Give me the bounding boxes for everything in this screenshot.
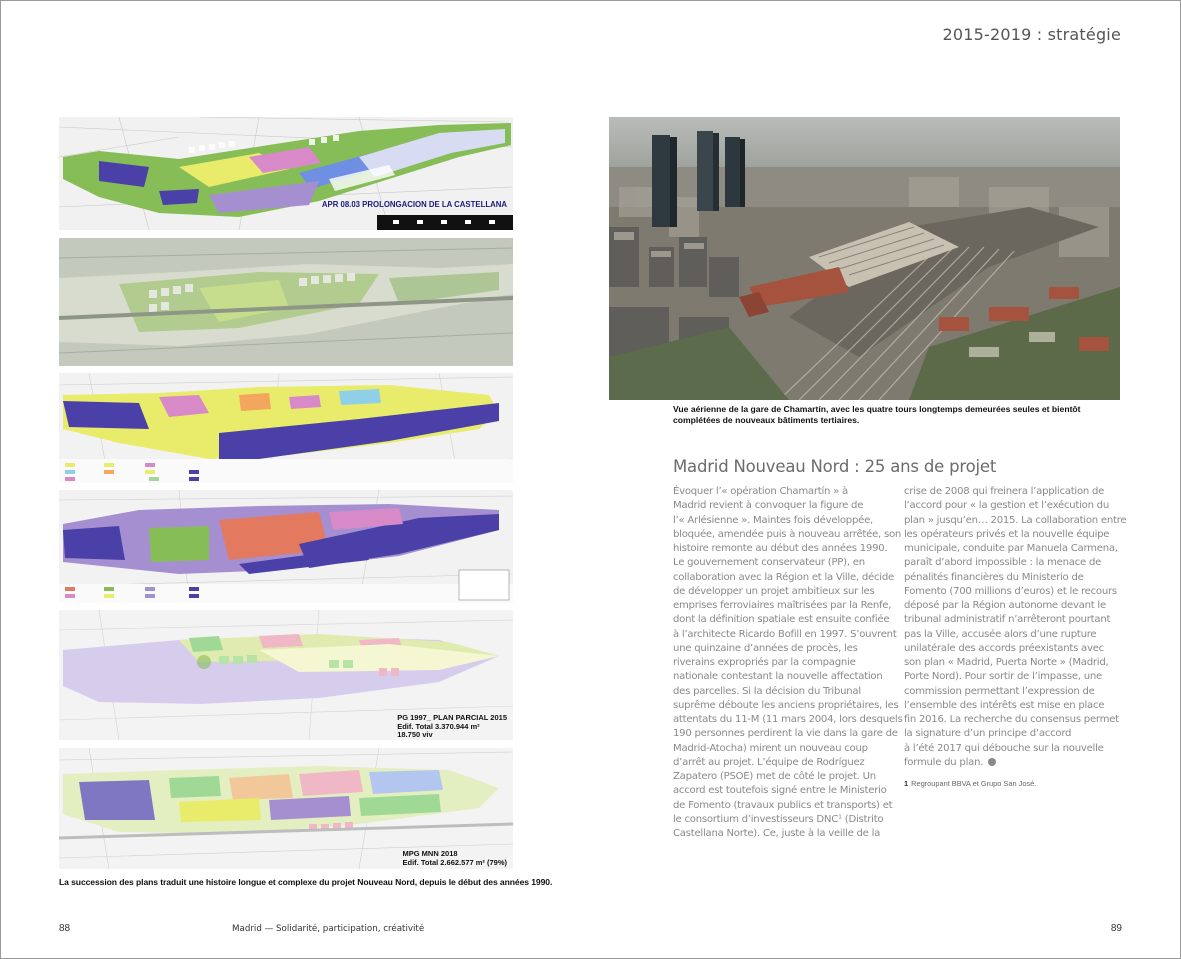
text-line: son plan « Madrid, Puerta Norte » (Madrid,	[904, 657, 1109, 668]
plan-label-line: APR 08.03 PROLONGACION DE LA CASTELLANA	[321, 200, 507, 209]
plan-label	[403, 850, 507, 867]
text-line: à l’été 2017 qui débouche sur la nouvelle	[904, 742, 1104, 754]
page-number-left: 88	[59, 923, 71, 934]
text-line: paraît d’abord impossible : la menace de	[904, 557, 1102, 569]
text-line: municipale, conduite par Manuela Carmena,	[904, 543, 1118, 554]
plans-caption: La succession des plans traduit une histoire longue et complexe du projet Nouveau Nord, depuis le début des années 1990.	[59, 877, 553, 887]
text-line: la signature d’un principe d’accord	[904, 728, 1072, 740]
text-line: des parcelles. Si la décision du Tribunal	[673, 685, 861, 697]
text-line: Madrid revient à convoquer la figure de	[673, 500, 864, 512]
text-line: de Fomento (travaux publics et transports) et	[673, 799, 893, 811]
text-line: nationale contestant la nouvelle affectation	[673, 671, 883, 683]
text-line: commission permettant l’expression de	[904, 685, 1095, 697]
plan-mpg-mnn-2018	[59, 748, 513, 869]
text-line: l’ensemble des intérêts est mise en place	[904, 699, 1105, 711]
plan-label-line: PG 1997_ PLAN PARCIAL 2015	[397, 713, 507, 722]
text-line: l’« Arlésienne ». Maintes fois développée,	[673, 514, 874, 526]
article-column-2	[904, 485, 1127, 770]
text-line-last	[904, 756, 1124, 770]
footnote-number: 1	[904, 779, 909, 788]
text-line: Zapatero (PSOE) met de côté le projet. Un	[673, 771, 876, 782]
text-line: suprême déboute les anciens propriétaires, les	[673, 699, 899, 711]
plan-label	[322, 201, 507, 210]
text-line: Porte Nord). Pour sortir de l’impasse, une	[904, 671, 1102, 683]
text-line: attentats du 11-M (11 mars 2004, lors desquels	[673, 714, 903, 725]
text-line: histoire remonte au début des années 1990.	[673, 543, 888, 554]
text-line: pas la Ville, accusée alors d’une rupture	[904, 628, 1097, 640]
plan-label-line: 18.750 viv	[397, 730, 433, 739]
end-dot-icon	[988, 758, 996, 766]
text-line: unilatérale des accords préexistants avec	[904, 642, 1104, 654]
plan-label-line: Edif. Total 3.370.944 m²	[397, 721, 480, 731]
text-line: déposé par la Région autonome devant le	[904, 600, 1106, 611]
plan-label-line: Edif. Total 2.662.577 m² (79%)	[402, 857, 507, 867]
plan-pg-1997	[59, 610, 513, 740]
text-line: Madrid-Atocha) mirent un nouveau coup	[673, 742, 868, 754]
text-line: 190 personnes perdirent la vie dans la gare de	[673, 728, 898, 740]
plan-render	[59, 238, 513, 366]
text-line: crise de 2008 qui freinera l’application de	[904, 486, 1105, 497]
text-line: l’accord pour « la gestion et l’exécution du	[904, 500, 1109, 512]
text-line: plan » jusqu’en… 2015. La collaboration entre	[904, 514, 1127, 526]
footnote-text: Regroupant BBVA et Grupo San José.	[911, 779, 1037, 788]
text-line: tribunal administratif n’arrêteront pourtant	[904, 614, 1111, 626]
page-number-right: 89	[1110, 923, 1122, 934]
text-line: une quinzaine d’années de procès, les	[673, 642, 858, 654]
text-line: à l’architecte Ricardo Bofill en 1997. S’ouvrent	[673, 628, 897, 640]
text-line: bloquée, amendée puis à nouveau arrêtée, son	[673, 528, 902, 540]
text-line: d’arrêt au projet. L’équipe de Rodríguez	[673, 756, 865, 768]
plan-colored-1	[59, 373, 513, 483]
text-line: de développer un projet ambitieux sur les	[673, 585, 875, 597]
text-line: Fomento (700 millions d’euros) et le recours	[904, 585, 1117, 597]
text-line: Évoquer l’« opération Chamartín » à	[673, 486, 848, 497]
text-line: Le gouvernement conservateur (PP), en	[673, 557, 865, 569]
text-line: collaboration avec la Région et la Ville, décide	[673, 571, 894, 583]
text-line: dont la définition spatiale est ensuite confiée	[673, 614, 890, 626]
text-line: accord est toutefois signé entre le Ministerio	[673, 785, 887, 797]
running-head: 2015-2019 : stratégie	[942, 25, 1121, 44]
plan-label-line: MPG MNN 2018	[402, 849, 458, 858]
aerial-photo-chamartin	[609, 117, 1120, 400]
text-line: les opérateurs privés et la nouvelle équipe	[904, 528, 1110, 540]
text-line: le consortium d’investisseurs DNC¹ (Distrito	[673, 813, 884, 825]
plan-label	[397, 714, 507, 740]
article-column-1	[673, 485, 903, 841]
text-line: Castellana Norte). Ce, juste à la veille de la	[673, 828, 881, 839]
text-line: emprises ferroviaires maîtrisées par la Renfe,	[673, 600, 892, 611]
text-line: pénalités financières du Ministerio de	[904, 571, 1084, 583]
photo-caption: Vue aérienne de la gare de Chamartín, avec les quatre tours longtemps demeurées seules et bientôt complétées de nouveaux bâtiments tertiaires.	[673, 404, 1081, 425]
footnote	[904, 779, 1036, 788]
book-title: Madrid — Solidarité, participation, créativité	[232, 924, 425, 934]
plan-apr-0803	[59, 117, 513, 230]
article-title: Madrid Nouveau Nord : 25 ans de projet	[673, 457, 997, 476]
text-line: fin 2016. La recherche du consensus permet	[904, 714, 1119, 725]
text-line: formule du plan.	[904, 756, 984, 768]
plan-colored-2	[59, 490, 513, 603]
text-line: riverains expropriés par la compagnie	[673, 657, 856, 668]
